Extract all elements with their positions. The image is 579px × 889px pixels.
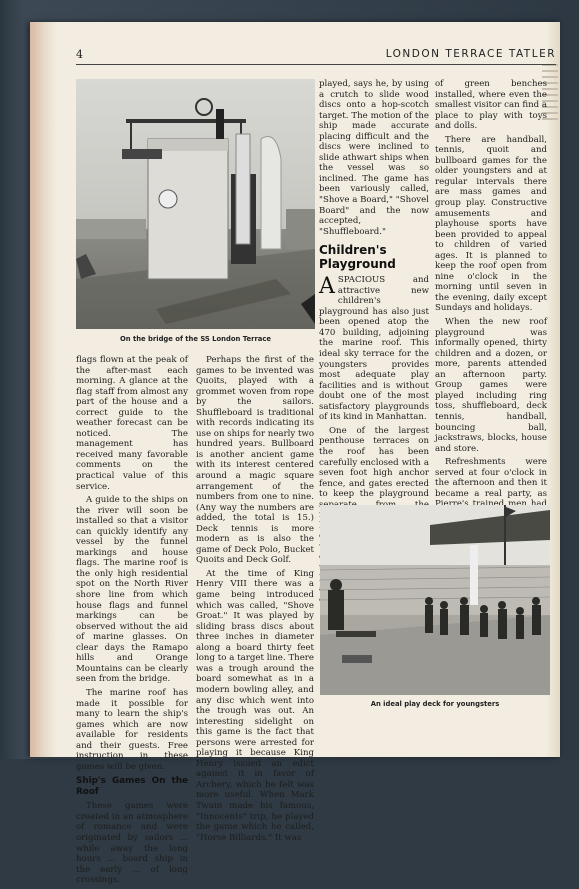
playground-photo-image [320,505,550,695]
page-number: 4 [76,48,83,61]
col1-paragraph: A guide to the ships on the river will soon be installed so that a visitor can quickly identify any vessel by the funnel markings and house flags. The marine roof is the only high residential spot on the North River shore line from which house flags and funnel markings can be observed without the aid of marine glasses. On clear days the Ramapo hills and Orange Mountains can be clearly seen from the bridge. [76,495,188,685]
col3-paragraph: played, says he, by using a crutch to slide wood discs onto a hop-scotch target. The motion of the ship made accurate placing difficult and the discs were inclined to slide athwart ships when the vessel was so inclined. The game has been variously called, "Shove a Board," "Shovel Board" and the now accepted, "Shuffleboard." [319,79,429,237]
col1-paragraph: These games were created in an atmosphere of romance and were originated by sailors ... while away the long hours ... board ship in the early ... of long crossings. [76,801,188,886]
page-gutter [30,22,56,757]
col1-paragraph: flags flown at the peak of the after-mast each morning. A glance at the flag staff from almost any part of the house and a correct guide to the weather forecast can be noticed. The management has received many favorable comments on the practical value of this service. [76,355,188,492]
col2-paragraph: At the time of King Henry VIII there was a game being introduced which was called, "Shove Groat." It was played by sliding brass discs about three inches in diameter along a board thirty feet long to a target line. There was a trough around the board somewhat as in a modern bowling alley, and any disc which went into the trough was out. An interesting sidelight on this game is the fact that persons were arrested for playing it because King Henry issued an edict against it in favor of Archery, which he felt was more useful. When Mark Twain made his famous, "Innocents" trip, he played the game which he called, "Horse Billiards." It was [196,568,314,843]
col1-paragraph: The marine roof has made it possible for many to learn the ship's games which are now available for residents and their guests. Free instruction in these games will be given. [76,687,188,772]
page-header [76,48,556,65]
drop-cap: A [319,274,335,300]
running-head: LONDON TERRACE TATLER [385,48,556,60]
column-1 [76,355,188,889]
col3-paragraph-text: SPACIOUS and attractive new children's playground has also just been opened atop the 470 building, adjoining the marine roof. This ideal sky terrace for the youngsters provides most adequate play facilities and is without doubt one of the most satisfactory playgrounds of its kind in Manhattan. [319,275,429,423]
col3-paragraph [319,275,429,423]
column-2 [196,355,314,846]
section-heading-ships-games: Ship's Games On the Roof [76,776,188,798]
bridge-photo-image [76,79,315,329]
playground-photo [320,505,550,695]
col3-paragraph: One of the largest penthouse terraces on the roof has been carefully enclosed with a seven foot high anchor fence, and gates erected to keep the playground [319,425,429,500]
col4-paragraph: of green benches installed, where even the smallest visitor can find a place to play with toys and dolls. [435,79,547,132]
playground-photo-caption: An ideal play deck for youngsters [370,700,500,708]
magazine-page [30,22,560,886]
col2-paragraph: Perhaps the first of the games to be invented was Quoits, played with a grommet woven from rope by the sailors. Shuffleboard is traditional with records indicating its use on ships for nearly two hundred years. Bullboard is another ancient game with its interest centered around a magic square arrangement of the numbers from one to nine. (Any way the numbers are added, the total is 15.) Deck tennis is more modern as is also the game of Deck Polo, Bucket Quoits and Deck Golf. [196,355,314,566]
col4-paragraph: There are handball, tennis, quoit and bullboard games for the older youngsters and at regular intervals there are mass games and group play. Constructive amusements and playhouse sports have been provided to appeal to children of varied ages. It is planned to keep the roof open from nine o'clock in the morning until seven in the evening, daily except Sundays and holidays. [435,134,547,314]
bridge-photo-caption: On the bridge of the SS London Terrace [119,335,272,343]
col4-paragraph: When the new roof playground was informally opened, thirty children and a dozen, or more, parents attended an afternoon party. Group games were played including ring toss, shuffleboard, deck tennis, handball, bouncing ball, jackstraws, blocks, house and store. [435,317,547,454]
col4-paragraph: Refreshments were served at four o'clock in the afternoon and then it became a real party, as [435,457,547,499]
section-heading-childrens-playground: Children's Playground [319,243,396,272]
bridge-photo [76,79,315,329]
